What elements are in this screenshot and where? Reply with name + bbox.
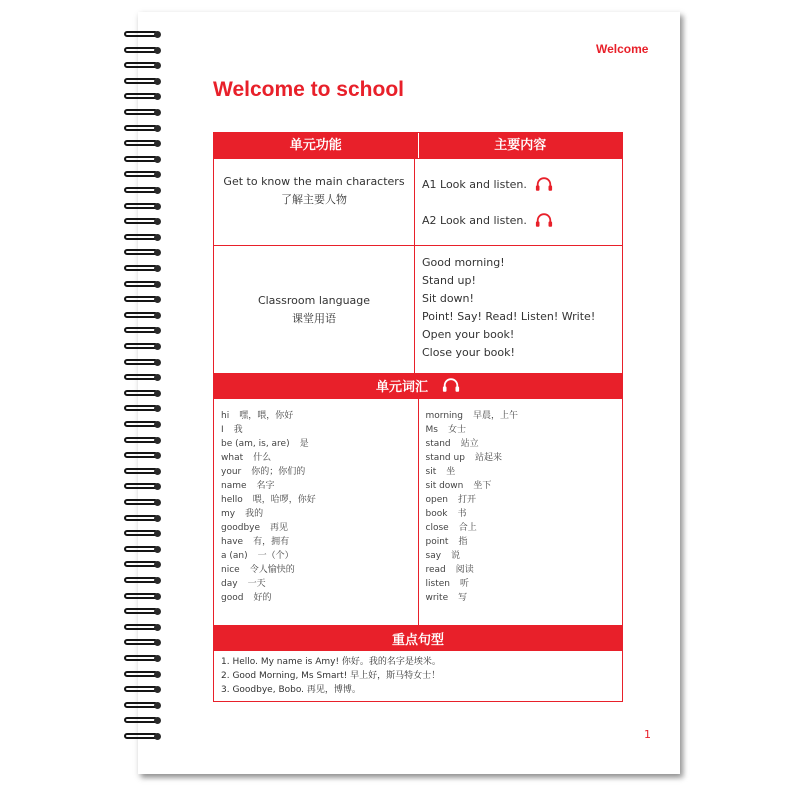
vocab-meaning: 再见 (270, 523, 289, 533)
spiral-ring (124, 607, 162, 616)
spiral-ring (124, 670, 162, 679)
vocab-meaning: 合上 (458, 523, 477, 533)
vocab-word: stand (425, 439, 451, 449)
spiral-ring (124, 248, 162, 257)
vocab-meaning: 指 (458, 537, 468, 547)
function-cell (214, 159, 415, 245)
vocab-word: have (221, 537, 244, 547)
vocab-meaning: 听 (459, 579, 469, 589)
vocab-word: be (am, is, are) (221, 439, 290, 449)
spiral-ring (124, 295, 162, 304)
spiral-ring (124, 436, 162, 445)
spiral-ring (124, 358, 162, 367)
spiral-ring (124, 46, 162, 55)
vocab-word: Ms (425, 425, 438, 435)
vocab-item (221, 577, 418, 591)
vocab-word: hi (221, 411, 230, 421)
vocab-row (214, 398, 622, 625)
vocab-item (426, 423, 623, 437)
spiral-ring (124, 342, 162, 351)
vocab-item (221, 549, 418, 563)
vocab-item (221, 563, 418, 577)
list-item: Good morning! (422, 256, 505, 269)
list-item: Sit down! (422, 292, 474, 305)
spiral-ring (124, 498, 162, 507)
vocab-word: morning (425, 411, 463, 421)
vocab-word: point (425, 537, 449, 547)
page-title: Welcome to school (213, 78, 404, 101)
spiral-ring (124, 170, 162, 179)
spiral-ring (124, 264, 162, 273)
vocab-item (221, 591, 418, 605)
vocab-item (221, 437, 418, 451)
vocab-word: read (425, 565, 446, 575)
vocab-word: day (221, 579, 238, 589)
table-row-classroom (214, 245, 622, 373)
vocab-word: stand up (425, 453, 465, 463)
spiral-ring (124, 623, 162, 632)
vocab-meaning: 是 (299, 439, 309, 449)
vocab-meaning: 坐 (446, 467, 456, 477)
spiral-ring (124, 560, 162, 569)
content-cell (415, 246, 622, 373)
headphones-icon[interactable] (442, 378, 460, 393)
spiral-ring (124, 420, 162, 429)
list-item (422, 175, 622, 193)
vocab-meaning: 你的；你们的 (251, 467, 306, 477)
vocab-item (426, 535, 623, 549)
vocab-item (426, 479, 623, 493)
vocab-item (426, 493, 623, 507)
vocab-meaning: 我的 (245, 509, 264, 519)
vocab-word: sit (425, 467, 437, 477)
header-tag: Welcome (596, 42, 649, 56)
spiral-ring (124, 482, 162, 491)
spiral-ring (124, 155, 162, 164)
list-item: 3. Goodbye, Bobo. 再见，博博。 (221, 685, 361, 695)
spiral-ring (124, 233, 162, 242)
vocab-meaning: 说 (451, 551, 461, 561)
list-item: 2. Good Morning, Ms Smart! 早上好，斯马特女士！ (221, 671, 441, 681)
vocab-item (221, 409, 418, 423)
spiral-ring (124, 529, 162, 538)
spiral-ring (124, 514, 162, 523)
vocab-meaning: 令人愉快的 (249, 565, 295, 575)
vocab-item (221, 451, 418, 465)
vocab-item (426, 577, 623, 591)
vocab-word: name (221, 481, 247, 491)
spiral-ring (124, 701, 162, 710)
col-content-header: 主要内容 (494, 138, 547, 153)
spiral-ring (124, 638, 162, 647)
vocab-word: book (425, 509, 448, 519)
vocab-meaning: 一（个） (257, 551, 294, 561)
vocab-word: what (221, 453, 244, 463)
vocab-word: open (425, 495, 448, 505)
key-sentences-list (214, 651, 622, 701)
vocab-item (426, 451, 623, 465)
vocab-item (221, 493, 418, 507)
vocab-word: your (221, 467, 242, 477)
spiral-ring (124, 108, 162, 117)
vocab-meaning: 有，拥有 (253, 537, 290, 547)
col-function-header: 单元功能 (214, 133, 419, 158)
vocab-header-label: 单元词汇 (375, 380, 428, 395)
vocab-meaning: 站立 (460, 439, 479, 449)
listen-item-label: A2 Look and listen. (422, 213, 527, 227)
list-item: Open your book! (422, 328, 515, 341)
function-zh: 了解主要人物 (281, 193, 347, 206)
table-row-characters (214, 158, 622, 245)
vocab-meaning: 早晨，上午 (472, 411, 518, 421)
vocab-word: hello (221, 495, 243, 505)
vocab-meaning: 坐下 (473, 481, 492, 491)
vocab-word: listen (425, 579, 450, 589)
spiral-ring (124, 685, 162, 694)
content-cell (415, 159, 622, 245)
vocab-item (426, 563, 623, 577)
spiral-ring (124, 404, 162, 413)
vocab-item (426, 521, 623, 535)
function-en: Classroom language (257, 293, 371, 307)
vocab-word: a (an) (221, 551, 248, 561)
function-zh: 课堂用语 (292, 311, 336, 325)
spiral-ring (124, 124, 162, 133)
spiral-ring (124, 61, 162, 70)
spiral-ring (124, 280, 162, 289)
spiral-ring (124, 732, 162, 741)
vocab-word: sit down (425, 481, 464, 491)
vocab-item (426, 507, 623, 521)
vocab-meaning: 什么 (253, 453, 272, 463)
vocab-word: good (221, 593, 244, 603)
vocab-word: say (425, 551, 442, 561)
page-number: 1 (644, 728, 651, 741)
vocab-word: close (425, 523, 449, 533)
vocab-item (221, 535, 418, 549)
list-item (422, 211, 622, 229)
spiral-ring (124, 592, 162, 601)
spiral-binding (124, 30, 164, 750)
table-header (214, 133, 622, 158)
list-item: Stand up! (422, 274, 476, 287)
spiral-ring (124, 311, 162, 320)
list-item: 1. Hello. My name is Amy! 你好。我的名字是埃米。 (221, 657, 441, 667)
spiral-ring (124, 139, 162, 148)
vocab-item (426, 549, 623, 563)
vocab-list-left (214, 399, 419, 625)
spiral-ring (124, 716, 162, 725)
listen-item-label: A1 Look and listen. (422, 177, 527, 191)
spiral-ring (124, 654, 162, 663)
list-item: Point! Say! Read! Listen! Write! (422, 310, 596, 323)
vocab-list-right (419, 399, 623, 625)
spiral-ring (124, 326, 162, 335)
vocab-meaning: 喂，哈啰，你好 (252, 495, 316, 505)
vocab-item (426, 437, 623, 451)
vocab-word: my (221, 509, 236, 519)
vocab-item (221, 507, 418, 521)
vocab-meaning: 名字 (256, 481, 275, 491)
function-cell (214, 246, 415, 373)
spiral-ring (124, 92, 162, 101)
vocab-meaning: 嘿，喂，你好 (239, 411, 294, 421)
headphones-icon[interactable] (535, 213, 553, 228)
function-en: Get to know the main characters (223, 175, 405, 188)
vocab-meaning: 女士 (447, 425, 466, 435)
vocab-meaning: 书 (457, 509, 467, 519)
vocab-word: I (221, 425, 224, 435)
vocab-item (221, 479, 418, 493)
vocab-meaning: 好的 (253, 593, 272, 603)
unit-table (213, 132, 623, 702)
spiral-ring (124, 77, 162, 86)
vocab-meaning: 一天 (247, 579, 266, 589)
vocab-item (221, 423, 418, 437)
vocab-word: nice (221, 565, 240, 575)
spiral-ring (124, 467, 162, 476)
key-sentences-header: 重点句型 (214, 625, 622, 651)
headphones-icon[interactable] (535, 177, 553, 192)
spiral-ring (124, 186, 162, 195)
vocab-word: goodbye (221, 523, 261, 533)
vocab-item (426, 409, 623, 423)
spiral-ring (124, 389, 162, 398)
vocab-word: write (425, 593, 449, 603)
vocab-meaning: 阅读 (455, 565, 474, 575)
spiral-ring (124, 217, 162, 226)
vocab-meaning: 写 (458, 593, 468, 603)
list-item: Close your book! (422, 346, 515, 359)
vocab-meaning: 站起来 (474, 453, 502, 463)
vocab-header (214, 373, 622, 398)
spiral-ring (124, 202, 162, 211)
vocab-meaning: 我 (233, 425, 243, 435)
vocab-item (221, 521, 418, 535)
spiral-ring (124, 373, 162, 382)
vocab-meaning: 打开 (457, 495, 476, 505)
spiral-ring (124, 30, 162, 39)
vocab-item (221, 465, 418, 479)
spiral-ring (124, 576, 162, 585)
spiral-ring (124, 545, 162, 554)
spiral-ring (124, 451, 162, 460)
vocab-item (426, 591, 623, 605)
vocab-item (426, 465, 623, 479)
